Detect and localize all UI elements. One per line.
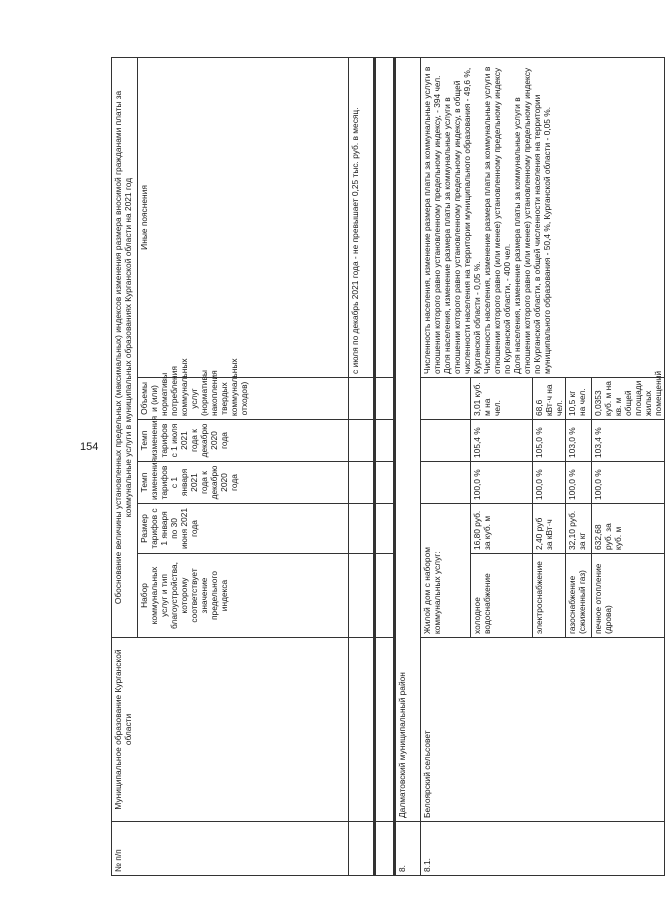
header-volumes: Объемы и (или) нормативы потребления коммунальных услуг (нормативы накопления твердых коммунальных отходов) [138,378,349,420]
service-name: печное отопление (дрова) [592,554,665,638]
header-justification: Обоснование величины установленных предельных (максимальных) индексов изменения размера вносимой гражданами платы за коммунальные услуги в муниципальных образованиях Курганской области на 2021 год [112,57,138,637]
entry-set-title: Жилой дом с набором коммунальных услуг: [421,504,471,638]
service-name: холодное водоснабжение [471,554,533,638]
service-tariff-size: 632,68 руб. за куб. м [592,504,665,554]
page-number: 154 [80,441,99,453]
note-paragraph: Численность населения, изменение размера платы за коммунальные услуги в отношении которого равно установленному предельному индексу, - 394 чел. [422,66,442,374]
service-rate-july: 103,0 % [566,420,592,462]
service-tariff-size: 2,40 руб за кВт·ч [533,504,566,554]
service-volume: 3,01 куб. м на чел. [471,378,533,420]
header-notes: Иные пояснения [138,57,349,377]
service-rate-july: 103,4 % [592,420,665,462]
header-service-set: Набор коммунальных услуг и тип благоустройства, которому соответствует значение предельного индекса [138,554,349,638]
service-rate-january: 100,0 % [471,462,533,504]
service-tariff-size: 16,80 руб. за куб. м [471,504,533,554]
service-rate-july: 105,0 % [533,420,566,462]
service-volume: 10,5 кг на чел. [566,378,592,420]
service-rate-january: 100,0 % [533,462,566,504]
service-name: газоснабжение (сжиженный газ) [566,554,592,638]
note-paragraph: Доля населения, изменение размера платы за коммунальные услуги в отношении которого равно установленному предельному индексу, в общей численности населения на территории муниципального образования - 49,6 %, Курганской области - 0,05 %. [442,67,482,374]
note-paragraph: Численность населения, изменение размера платы за коммунальные услуги в отношении которого равно (или менее) установленному предельному индексу по Курганской области, - 400 чел. [482,66,512,374]
service-rate-january: 100,0 % [566,462,592,504]
section-row [395,57,421,875]
service-volume: 0,0353 куб. м на кв. м общей площади жилых помещений [592,378,665,420]
header-num: № п/п [112,822,349,876]
note-row [349,57,375,875]
note-row-text: с июля по декабрь 2021 года - не превышает 0,25 тыс. руб. в месяц. [349,57,375,377]
service-rate-january: 100,0 % [592,462,665,504]
header-tariff-size: Размер тарифов с 1 января по 30 июня 2021 года [138,504,349,554]
section-name: Далматовский муниципальный район [395,57,421,821]
entry-municipality: Белоярский сельсовет [421,638,665,822]
service-rate-july: 105,4 % [471,420,533,462]
entry-number: 8.1. [421,822,665,876]
header-rate-july: Темп изменения тарифов с 1 июля 2021 года к декабрю 2020 года [138,420,349,462]
entry-notes [421,57,665,377]
service-volume: 68,6 кВт·ч на чел. [533,378,566,420]
service-name: электроснабжение [533,554,566,638]
section-number: 8. [395,822,421,876]
note-paragraph: Доля населения, изменение размера платы за коммунальные услуги в отношении которого равно (или менее) установленному предельному индексу по Курганской области, в общей численности населения на территории муниципального образования - 50,4 %, Курганской области - 0,05 %. [512,67,552,374]
service-tariff-size: 32,10 руб. за кг [566,504,592,554]
tariff-table [111,57,665,876]
rotated-table-container [111,58,663,876]
header-municipality: Муниципальное образование Курганской области [112,638,349,822]
header-rate-january: Темп изменения тарифов с 1 января 2021 года к декабрю 2020 года [138,462,349,504]
